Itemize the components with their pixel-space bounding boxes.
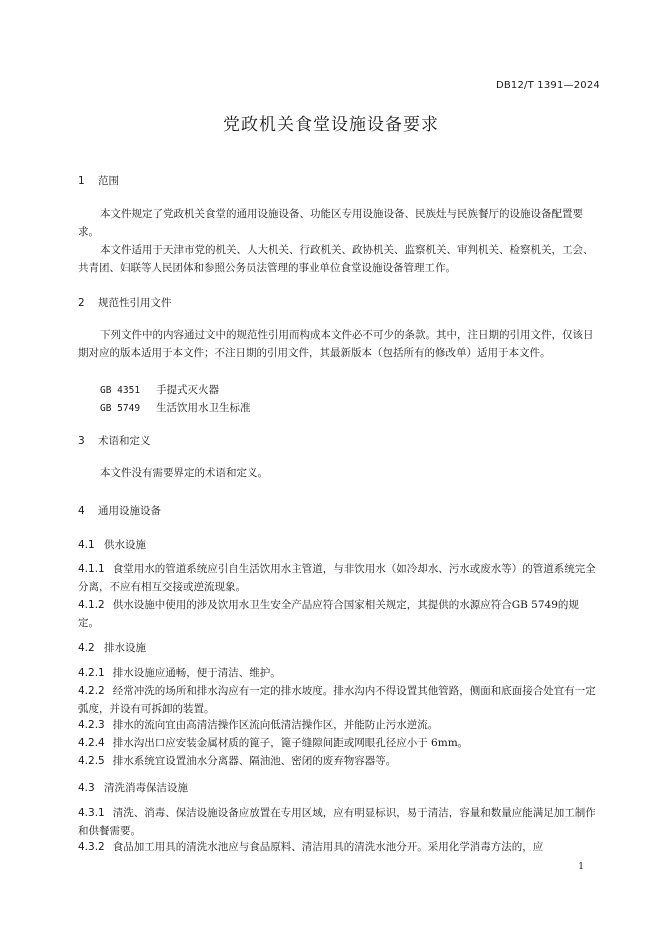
clause-4-2-1 [78,664,598,682]
clause-number: 4.1.1 [78,563,105,575]
section-number: 1 [78,175,85,187]
section-1-paragraph-2: 本文件适用于天津市党的机关、人大机关、行政机关、政协机关、监察机关、审判机关、检察机关，工会、共青团、妇联等人民团体和参照公务员法管理的事业单位食堂设施设备管理工作。 [78,244,594,274]
clause-number: 4.3.2 [78,841,105,853]
clause-text: 排水系统宜设置油水分离器、隔油池、密闭的废弃物容器等。 [112,755,397,767]
clause-text: 食堂用水的管道系统应引自生活饮用水主管道，与非饮用水（如冷却水、污水或废水等）的管道系统完全分离，不应有相互交接或逆流现象。 [78,563,596,593]
section-3-paragraph-1: 本文件没有需要界定的术语和定义。 [100,467,268,479]
clause-number: 4.3.1 [78,807,105,819]
clause-4-2-2 [78,682,598,718]
reference-name: 生活饮用水卫生标准 [156,402,251,414]
clause-number: 4.2.1 [78,667,105,679]
clause-number: 4.2.2 [78,685,105,697]
reference-name: 手提式灭火器 [156,384,219,396]
section-3-heading [78,433,151,448]
subsection-4-1-heading [78,537,146,552]
clause-4-1-1 [78,560,598,596]
clause-text: 排水设施应通畅，便于清洁、维护。 [112,667,281,679]
subsection-number: 4.1 [78,539,95,551]
section-number: 2 [78,297,85,309]
clause-4-3-1 [78,804,598,840]
reference-item [100,382,219,397]
subsection-4-2-heading [78,640,146,655]
clause-number: 4.2.3 [78,719,105,731]
clause-4-2-4 [78,734,598,752]
clause-number: 4.2.5 [78,755,105,767]
section-number: 4 [78,505,85,517]
document-title: 党政机关食堂设施设备要求 [223,115,439,135]
clause-text: 排水沟出口应安装金属材质的篦子，篦子缝隙间距或网眼孔径应小于 6mm。 [112,737,469,749]
section-1-paragraph-1: 本文件规定了党政机关食堂的通用设施设备、功能区专用设施设备、民族灶与民族餐厅的设施设备配置要求。 [78,208,583,238]
reference-code: GB 4351 [100,385,141,396]
subsection-title: 排水设施 [104,642,146,654]
reference-item [100,400,251,415]
section-1-heading [78,173,119,188]
clause-text: 供水设施中使用的涉及饮用水卫生安全产品应符合国家相关规定，其提供的水源应符合GB 5749的规定。 [78,599,579,629]
section-2-heading [78,295,172,310]
page-number: 1 [578,862,584,872]
clause-text: 食品加工用具的清洗水池应与食品原料、清洁用具的清洗水池分开。采用化学消毒方法的，应 [112,841,544,853]
subsection-number: 4.3 [78,782,95,794]
subsection-4-3-heading [78,780,188,795]
clause-text: 经常冲洗的场所和排水沟应有一定的排水坡度。排水沟内不得设置其他管路，侧面和底面接合处宜有一定弧度，并设有可拆卸的装置。 [78,685,596,715]
subsection-number: 4.2 [78,642,95,654]
section-title: 规范性引用文件 [98,297,172,309]
section-title: 通用设施设备 [98,505,161,517]
clause-4-2-3 [78,716,598,734]
section-2-paragraph-1: 下列文件中的内容通过文中的规范性引用而构成本文件必不可少的条款。其中，注日期的引用文件，仅该日期对应的版本适用于本文件；不注日期的引用文件，其最新版本（包括所有的修改单）适用于本文件。 [78,329,594,359]
clause-4-1-2 [78,596,598,632]
section-title: 术语和定义 [98,435,151,447]
subsection-title: 清洗消毒保洁设施 [104,782,188,794]
section-4-heading [78,503,161,518]
clause-text: 排水的流向宜由高清洁操作区流向低清洁操作区，并能防止污水逆流。 [112,719,439,731]
section-title: 范围 [98,175,119,187]
subsection-title: 供水设施 [104,539,146,551]
reference-code: GB 5749 [100,403,141,414]
clause-4-3-2 [78,838,598,856]
clause-4-2-5 [78,752,598,770]
section-number: 3 [78,435,85,447]
clause-number: 4.2.4 [78,737,105,749]
clause-text: 清洗、消毒、保洁设施设备应放置在专用区域，应有明显标识，易于清洁，容量和数量应能满足加工制作和供餐需要。 [78,807,596,837]
clause-number: 4.1.2 [78,599,105,611]
document-id: DB12/T 1391—2024 [495,80,600,91]
